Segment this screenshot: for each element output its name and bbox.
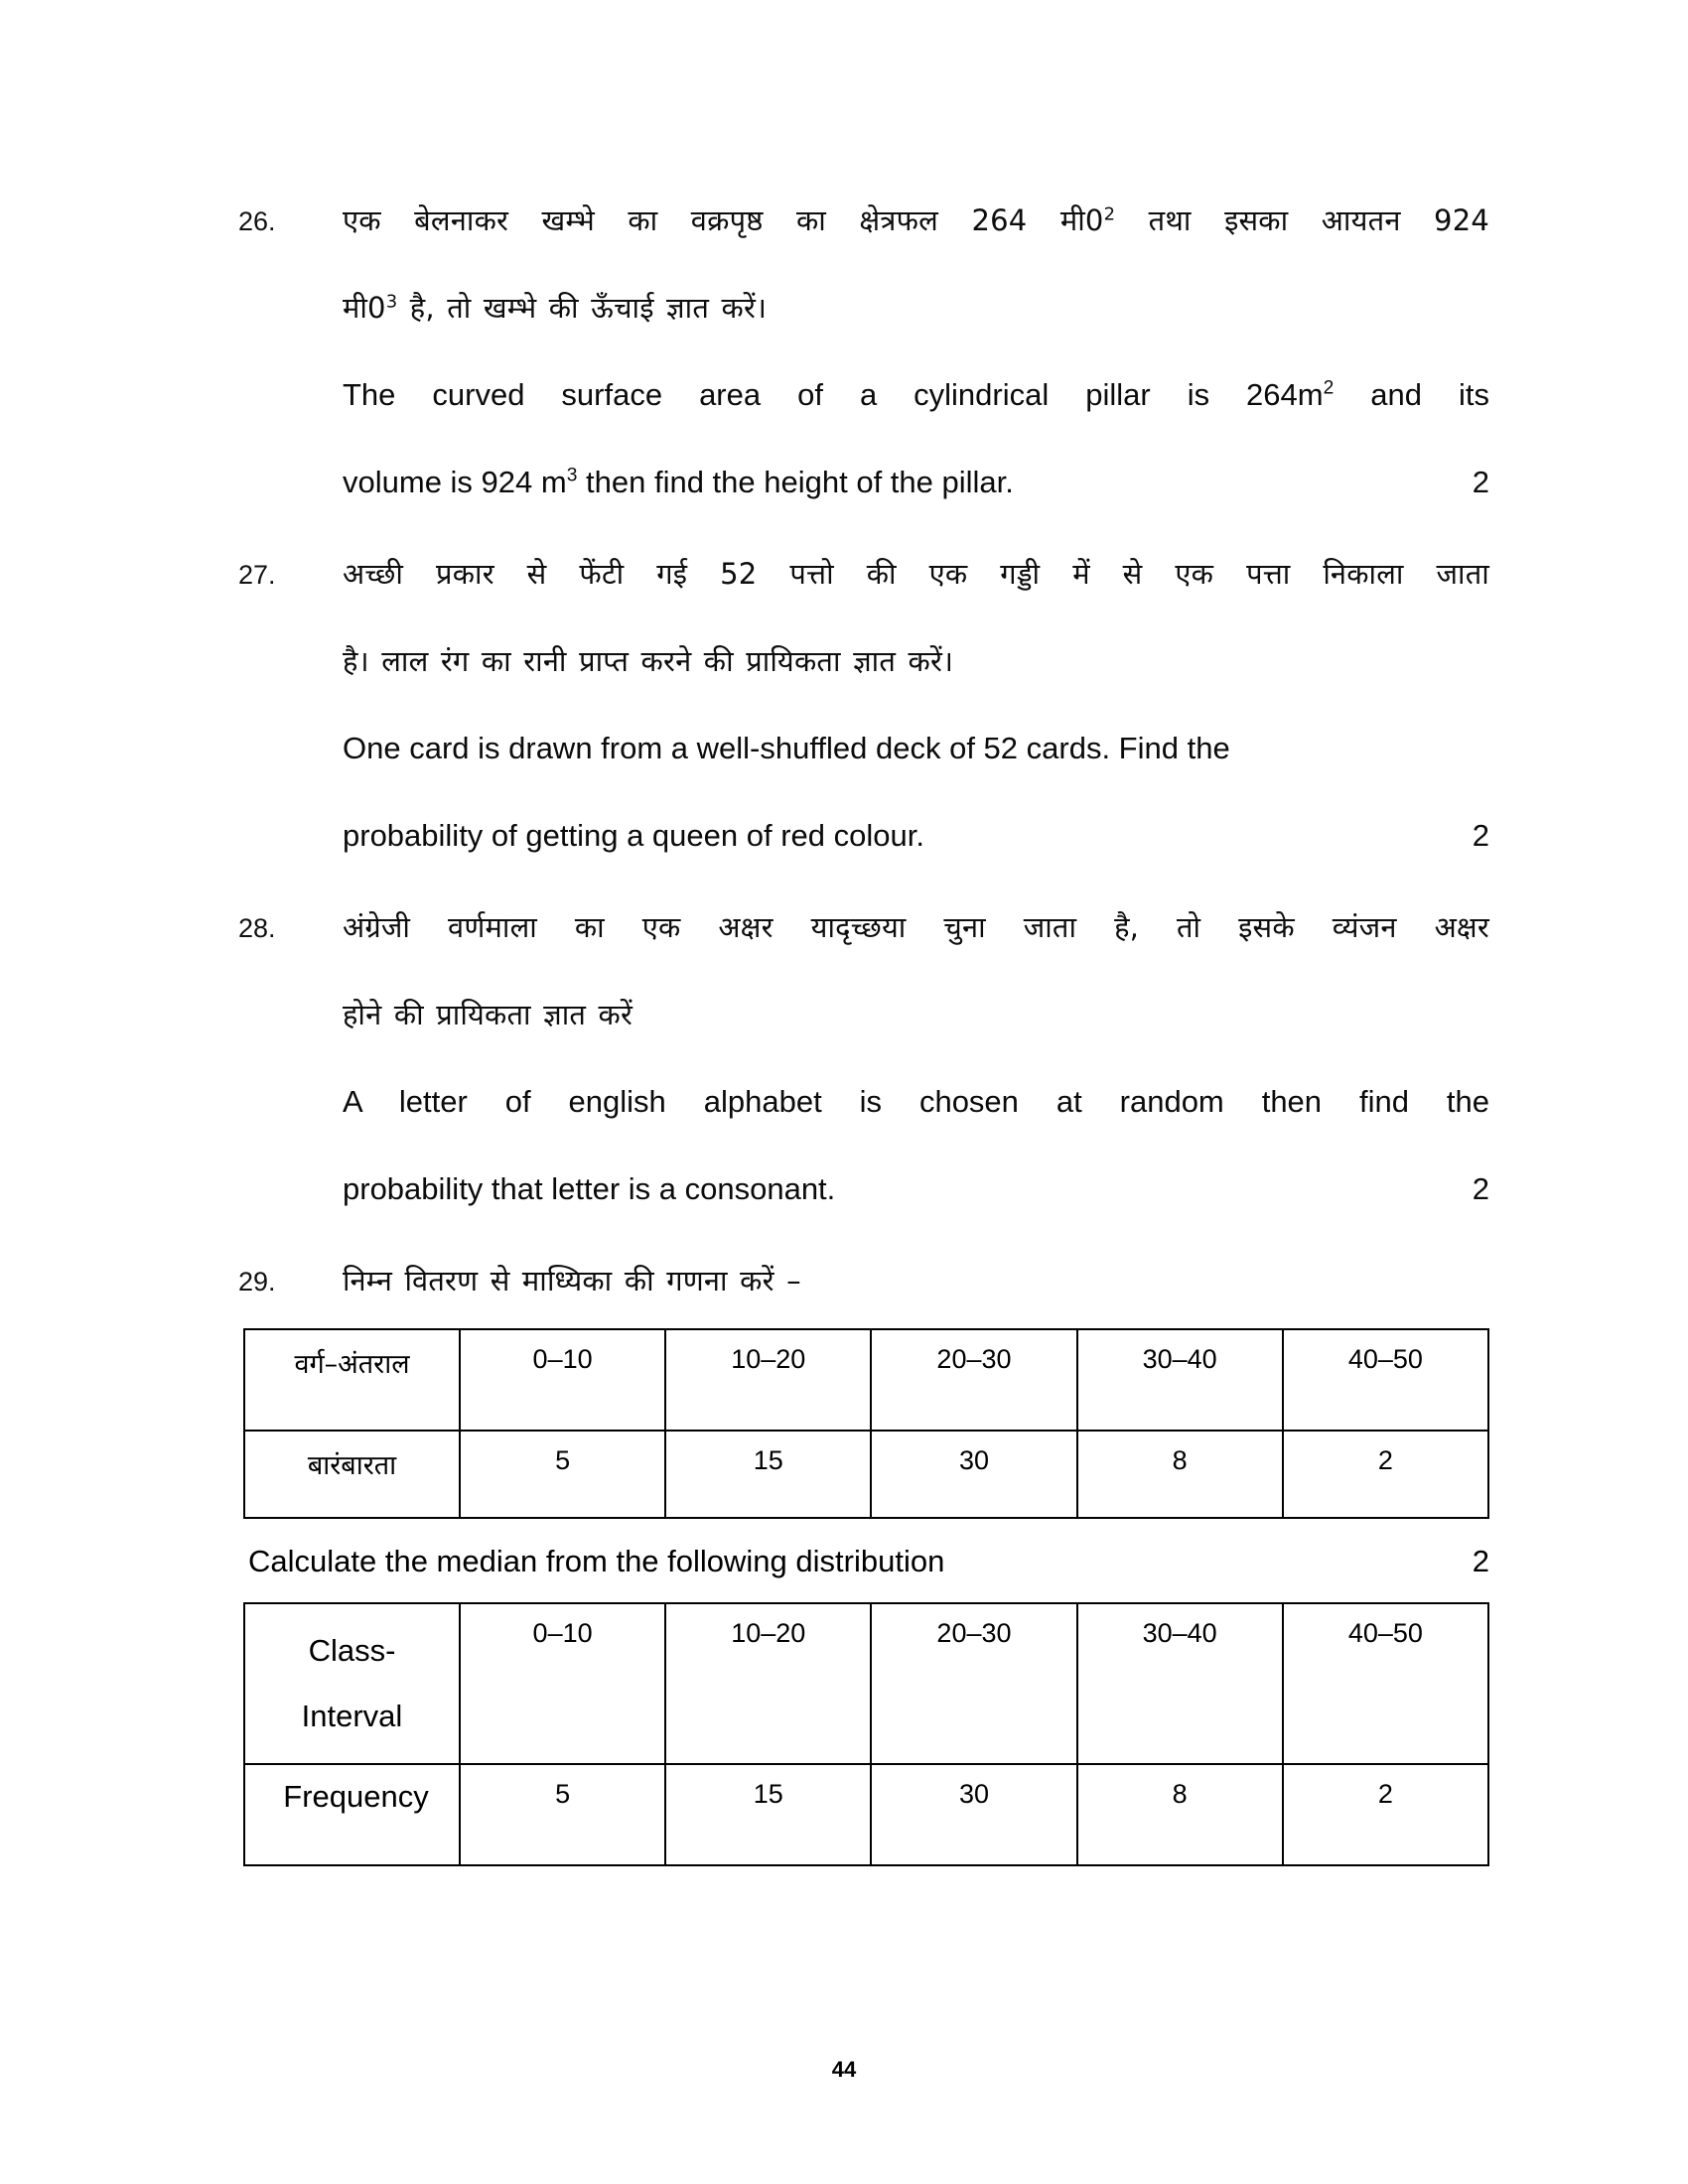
q26-english-line-2	[343, 439, 1489, 526]
class-interval-value: 30–40	[1142, 1344, 1217, 1374]
class-interval-value: 20–30	[936, 1618, 1012, 1648]
row-label-text: वर्ग–अंतराल	[294, 1349, 410, 1380]
question-number: 28.	[238, 913, 276, 943]
frequency-value: 2	[1377, 1445, 1393, 1475]
frequency-value: 5	[555, 1445, 571, 1475]
table-cell	[1283, 1603, 1488, 1764]
row-label-text-part2: Interval	[301, 1699, 403, 1733]
row-label-frequency	[244, 1431, 460, 1518]
english-distribution-table	[243, 1602, 1489, 1866]
q29-hindi-line-1: निम्न वितरण से माध्यिका की गणना करें –	[343, 1264, 801, 1297]
table-cell	[1077, 1764, 1283, 1865]
q26-hindi-line-2-tail: है, तो खम्भे की ऊँचाई ज्ञात करें।	[397, 291, 768, 325]
class-interval-value: 40–50	[1347, 1618, 1423, 1648]
table-cell	[871, 1603, 1076, 1764]
question-body	[343, 1237, 1489, 1324]
q26-english-line-2-head: volume is 924 m	[343, 465, 567, 499]
table-cell	[1283, 1431, 1488, 1518]
english-table-wrapper	[243, 1602, 1489, 1866]
q28-english-line-1: A letter of english alphabet is chosen at random then find the	[343, 1084, 1489, 1119]
q27-english-line-2	[343, 792, 1489, 880]
table-cell	[871, 1431, 1076, 1518]
table-cell	[665, 1603, 871, 1764]
row-label-text: Frequency	[283, 1779, 429, 1814]
q27-hindi-line-1: अच्छी प्रकार से फेंटी गई 52 पत्तो की एक गड्डी में से एक पत्ता निकाला जाता	[343, 557, 1489, 591]
frequency-value: 30	[958, 1445, 989, 1475]
question-body	[343, 530, 1489, 880]
q26-english-line-2-sup: 3	[566, 465, 578, 486]
q26-hindi-line-2-sup: 3	[385, 291, 398, 313]
q27-hindi-line-2: है। लाल रंग का रानी प्राप्त करने की प्रायिकता ज्ञात करें।	[343, 644, 954, 678]
question-number: 27.	[238, 560, 276, 590]
table-cell	[1283, 1329, 1488, 1431]
q26-hindi-line-1-tail: तथा इसका आयतन 924	[1115, 204, 1489, 237]
q26-hindi-line-1-sup: 2	[1103, 204, 1116, 225]
table-cell	[460, 1329, 665, 1431]
row-label-frequency	[244, 1764, 460, 1865]
q29-english-line-text: Calculate the median from the following distribution	[248, 1544, 945, 1578]
hindi-table-wrapper	[243, 1328, 1489, 1519]
frequency-value: 30	[958, 1779, 989, 1809]
q26-marks: 2	[1472, 465, 1489, 499]
row-label-class-interval	[244, 1329, 460, 1431]
table-cell	[1077, 1329, 1283, 1431]
frequency-value: 5	[555, 1779, 571, 1809]
table-cell	[460, 1764, 665, 1865]
class-interval-value: 20–30	[936, 1344, 1012, 1374]
q28-english-line-2-text: probability that letter is a consonant.	[343, 1171, 836, 1206]
table-cell	[871, 1764, 1076, 1865]
page-number: 44	[831, 2057, 857, 2082]
class-interval-value: 0–10	[532, 1618, 593, 1648]
q26-english-line-1-text: The curved surface area of a cylindrical pillar is 264m	[343, 377, 1324, 412]
class-interval-value: 10–20	[731, 1618, 806, 1648]
class-interval-value: 0–10	[532, 1344, 593, 1374]
q26-hindi-line-1-text: एक बेलनाकर खम्भे का वक्रपृष्ठ का क्षेत्रफल 264 मी0	[343, 204, 1104, 237]
table-cell	[1283, 1764, 1488, 1865]
table-row	[244, 1431, 1488, 1518]
table-cell	[460, 1431, 665, 1518]
question-28	[238, 884, 1489, 1233]
table-cell	[665, 1431, 871, 1518]
question-29	[238, 1237, 1489, 1324]
table-row	[244, 1603, 1488, 1764]
q26-english-line-1-sup: 2	[1323, 377, 1335, 399]
question-number: 26.	[238, 206, 276, 236]
q26-english-line-1-tail: and its	[1334, 377, 1489, 412]
q29-english-line	[238, 1519, 1489, 1602]
class-interval-value: 30–40	[1142, 1618, 1217, 1648]
q26-english-line-1	[343, 351, 1489, 439]
table-cell	[460, 1603, 665, 1764]
page-content	[238, 177, 1489, 1866]
question-number: 29.	[238, 1267, 276, 1297]
q27-marks: 2	[1472, 818, 1489, 853]
q26-hindi-line-1	[343, 177, 1489, 264]
hindi-distribution-table	[243, 1328, 1489, 1519]
q28-english-line-2	[343, 1146, 1489, 1233]
frequency-value: 15	[753, 1779, 783, 1809]
q29-marks: 2	[1472, 1544, 1489, 1578]
frequency-value: 2	[1377, 1779, 1393, 1809]
table-cell	[871, 1329, 1076, 1431]
table-cell	[665, 1764, 871, 1865]
frequency-value: 8	[1172, 1445, 1188, 1475]
q26-english-line-2-tail: then find the height of the pillar.	[577, 465, 1014, 499]
q27-english-line-1: One card is drawn from a well-shuffled deck of 52 cards. Find the	[343, 731, 1230, 765]
table-row	[244, 1329, 1488, 1431]
frequency-value: 15	[753, 1445, 783, 1475]
q27-english-line-2-text: probability of getting a queen of red colour.	[343, 818, 924, 853]
row-label-text-part1: Class-	[308, 1633, 396, 1668]
row-label-class-interval	[244, 1603, 460, 1764]
q26-hindi-line-2	[343, 264, 1489, 351]
table-cell	[665, 1329, 871, 1431]
q28-hindi-line-1: अंग्रेजी वर्णमाला का एक अक्षर यादृच्छया चुना जाता है, तो इसके व्यंजन अक्षर	[343, 910, 1489, 944]
q26-hindi-line-2-head: मी0	[343, 291, 386, 325]
frequency-value: 8	[1172, 1779, 1188, 1809]
class-interval-value: 40–50	[1347, 1344, 1423, 1374]
question-27	[238, 530, 1489, 880]
question-26	[238, 177, 1489, 526]
class-interval-value: 10–20	[731, 1344, 806, 1374]
question-body	[343, 177, 1489, 526]
q28-hindi-line-2: होने की प्रायिकता ज्ञात करें	[343, 998, 633, 1031]
table-cell	[1077, 1603, 1283, 1764]
table-cell	[1077, 1431, 1283, 1518]
row-label-text: बारंबारता	[307, 1450, 397, 1481]
q28-marks: 2	[1472, 1171, 1489, 1206]
question-body	[343, 884, 1489, 1233]
table-row	[244, 1764, 1488, 1865]
